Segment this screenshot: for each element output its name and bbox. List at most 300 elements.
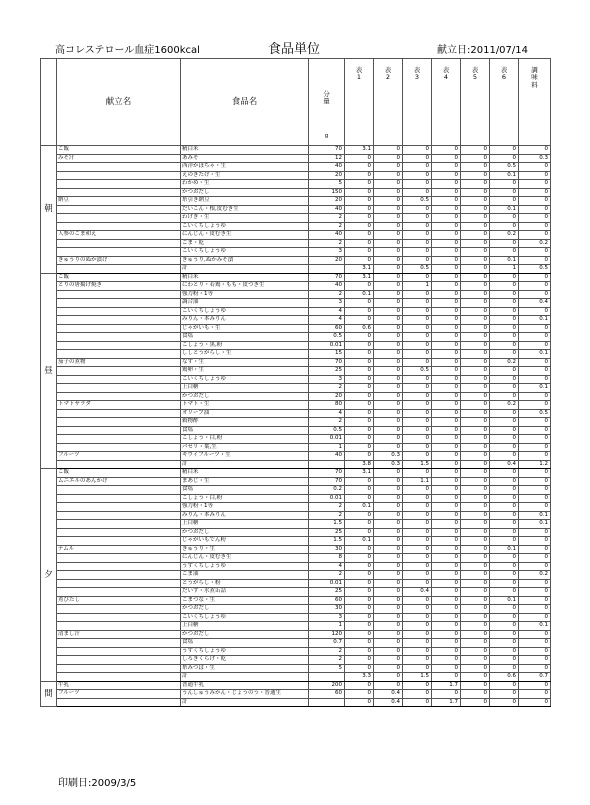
total-value-cell: 1.2 xyxy=(519,460,551,469)
unit-value-cell: 0 xyxy=(461,426,490,435)
table-row xyxy=(41,520,551,529)
unit-value-cell: 0 xyxy=(374,392,403,401)
unit-value-cell: 0 xyxy=(490,375,519,384)
unit-value-cell: 0 xyxy=(432,503,461,512)
unit-value-cell: 0 xyxy=(432,231,461,240)
unit-value-cell: 0 xyxy=(490,197,519,206)
table-row xyxy=(41,358,551,367)
unit-value-cell: 0 xyxy=(345,528,374,537)
unit-value-cell: 0 xyxy=(345,452,374,461)
unit-value-cell: 0.1 xyxy=(519,511,551,520)
unit-value-cell: 0 xyxy=(345,588,374,597)
table-row xyxy=(41,690,551,699)
table-row xyxy=(41,562,551,571)
quantity-cell: 3 xyxy=(309,299,345,308)
unit-value-cell: 0 xyxy=(374,622,403,631)
quantity-cell: 60 xyxy=(309,324,345,333)
total-value-cell: 1 xyxy=(490,265,519,274)
unit-value-cell: 0 xyxy=(461,511,490,520)
unit-value-cell: 0 xyxy=(374,154,403,163)
unit-value-cell: 0 xyxy=(432,426,461,435)
quantity-cell: 4 xyxy=(309,307,345,316)
unit-value-cell: 0 xyxy=(374,656,403,665)
quantity-cell: 0.01 xyxy=(309,341,345,350)
unit-value-cell: 0 xyxy=(345,545,374,554)
unit-value-cell: 0 xyxy=(432,205,461,214)
food-name-cell: 食塩 xyxy=(181,426,309,435)
unit-value-cell: 0 xyxy=(403,154,432,163)
unit-value-cell: 0.3 xyxy=(374,452,403,461)
table-row xyxy=(41,486,551,495)
unit-value-cell: 0 xyxy=(374,486,403,495)
menu-name-header: 献立名 xyxy=(57,59,181,146)
table-row xyxy=(41,163,551,172)
unit-value-cell: 0 xyxy=(490,486,519,495)
menu-name-cell: 茄子の煮物 xyxy=(57,358,181,367)
unit-value-cell: 0 xyxy=(345,205,374,214)
unit-value-cell: 0 xyxy=(345,154,374,163)
unit-value-cell: 0 xyxy=(461,171,490,180)
table1-header: 表 1 xyxy=(345,59,374,146)
food-name-cell: ごま・乾 xyxy=(181,239,309,248)
food-name-cell: パセリ・葉,生 xyxy=(181,443,309,452)
unit-value-cell: 0 xyxy=(461,273,490,282)
food-name-cell: 穀物酢 xyxy=(181,418,309,427)
unit-value-cell: 0.6 xyxy=(345,324,374,333)
unit-value-cell: 0.1 xyxy=(519,316,551,325)
food-name-cell: じゃがいも・生 xyxy=(181,324,309,333)
unit-value-cell: 0 xyxy=(345,571,374,580)
total-value-cell: 0.5 xyxy=(519,265,551,274)
unit-value-cell: 0 xyxy=(432,222,461,231)
menu-name-cell xyxy=(57,375,181,384)
meal-label: 間 xyxy=(41,681,57,707)
unit-value-cell: 0 xyxy=(490,248,519,257)
total-value-cell: 0 xyxy=(432,460,461,469)
unit-value-cell: 0 xyxy=(461,350,490,359)
menu-name-cell xyxy=(57,307,181,316)
unit-value-cell: 0 xyxy=(461,409,490,418)
unit-value-cell: 0 xyxy=(374,435,403,444)
table-row xyxy=(41,222,551,231)
quantity-cell: 70 xyxy=(309,146,345,155)
unit-value-cell: 0 xyxy=(374,367,403,376)
unit-value-cell: 0 xyxy=(374,503,403,512)
food-name-cell: 西洋かぼちゃ・生 xyxy=(181,163,309,172)
unit-value-cell: 0 xyxy=(374,197,403,206)
quantity-cell: 8 xyxy=(309,554,345,563)
total-value-cell: 0.3 xyxy=(374,460,403,469)
table6-header: 表 6 xyxy=(490,59,519,146)
food-name-cell: 上白糖 xyxy=(181,622,309,631)
food-name-cell: 普通牛乳 xyxy=(181,681,309,690)
table-row xyxy=(41,324,551,333)
unit-value-cell: 0 xyxy=(519,401,551,410)
table-row xyxy=(41,554,551,563)
menu-name-cell xyxy=(57,571,181,580)
unit-value-cell: 0 xyxy=(519,605,551,614)
food-name-cell: みりん・本みりん xyxy=(181,316,309,325)
unit-value-cell: 0 xyxy=(490,324,519,333)
total-value-cell: 0.5 xyxy=(403,265,432,274)
unit-value-cell: 0 xyxy=(490,316,519,325)
unit-value-cell: 0 xyxy=(374,596,403,605)
unit-value-cell: 0 xyxy=(432,418,461,427)
total-value-cell: 1.5 xyxy=(403,673,432,682)
food-name-cell: 上白糖 xyxy=(181,384,309,393)
unit-value-cell: 0 xyxy=(374,469,403,478)
unit-value-cell: 0 xyxy=(403,647,432,656)
total-value-cell: 3.3 xyxy=(345,673,374,682)
unit-value-cell: 0 xyxy=(374,426,403,435)
unit-value-cell: 0 xyxy=(374,222,403,231)
unit-value-cell: 0 xyxy=(345,477,374,486)
menu-name-cell xyxy=(57,656,181,665)
unit-value-cell: 0 xyxy=(461,588,490,597)
menu-name-cell xyxy=(57,588,181,597)
unit-value-cell: 0.1 xyxy=(490,596,519,605)
unit-value-cell: 0 xyxy=(519,596,551,605)
unit-value-cell: 0 xyxy=(461,562,490,571)
unit-value-cell: 0 xyxy=(432,579,461,588)
unit-value-cell: 0 xyxy=(403,426,432,435)
unit-value-cell: 0 xyxy=(345,163,374,172)
food-name-cell: ししとうがらし・生 xyxy=(181,350,309,359)
unit-value-cell: 0 xyxy=(403,494,432,503)
quantity-cell: 4 xyxy=(309,409,345,418)
unit-value-cell: 0.2 xyxy=(490,358,519,367)
menu-name-cell: フルーツ xyxy=(57,452,181,461)
food-name-cell: 食塩 xyxy=(181,486,309,495)
total-row xyxy=(41,673,551,682)
seasoning-header: 調 味 料 xyxy=(519,59,551,146)
table-row xyxy=(41,681,551,690)
unit-value-cell: 0 xyxy=(519,222,551,231)
unit-value-cell: 3.1 xyxy=(345,146,374,155)
unit-value-cell: 0 xyxy=(432,350,461,359)
unit-value-cell: 0 xyxy=(490,239,519,248)
unit-value-cell: 0 xyxy=(519,486,551,495)
unit-value-cell: 0 xyxy=(403,435,432,444)
unit-value-cell: 0 xyxy=(403,384,432,393)
quantity-cell: 15 xyxy=(309,350,345,359)
food-name-cell: 食塩 xyxy=(181,639,309,648)
food-name-cell: こしょう・黒,粉 xyxy=(181,341,309,350)
unit-value-cell: 0 xyxy=(345,435,374,444)
table-row xyxy=(41,290,551,299)
unit-value-cell: 0 xyxy=(374,664,403,673)
unit-value-cell: 0 xyxy=(519,214,551,223)
unit-value-cell: 0 xyxy=(461,647,490,656)
quantity-cell: 25 xyxy=(309,367,345,376)
table4-header: 表 4 xyxy=(432,59,461,146)
unit-value-cell: 0 xyxy=(374,205,403,214)
unit-value-cell: 0 xyxy=(461,579,490,588)
unit-value-cell: 0 xyxy=(519,554,551,563)
unit-value-cell: 0 xyxy=(403,605,432,614)
unit-value-cell: 0.3 xyxy=(519,154,551,163)
quantity-cell: 40 xyxy=(309,205,345,214)
unit-value-cell: 0 xyxy=(432,358,461,367)
unit-value-cell: 0 xyxy=(490,681,519,690)
menu-name-cell: 牛乳 xyxy=(57,681,181,690)
unit-value-cell: 0 xyxy=(345,197,374,206)
table-row xyxy=(41,647,551,656)
unit-value-cell: 0 xyxy=(461,571,490,580)
unit-value-cell: 0 xyxy=(403,443,432,452)
table-row xyxy=(41,418,551,427)
unit-value-cell: 0 xyxy=(432,384,461,393)
print-date: 印刷日:2009/3/5 xyxy=(58,778,137,789)
unit-value-cell: 0 xyxy=(403,350,432,359)
unit-value-cell: 0 xyxy=(374,528,403,537)
unit-value-cell: 0 xyxy=(403,205,432,214)
quantity-cell: 70 xyxy=(309,358,345,367)
unit-value-cell: 0 xyxy=(519,503,551,512)
unit-value-cell: 0 xyxy=(432,690,461,699)
unit-value-cell: 0 xyxy=(403,214,432,223)
unit-value-cell: 0 xyxy=(432,571,461,580)
unit-value-cell: 0 xyxy=(374,214,403,223)
total-value-cell: 0 xyxy=(519,698,551,707)
menu-name-cell: 清まし汁 xyxy=(57,630,181,639)
unit-value-cell: 0 xyxy=(490,690,519,699)
unit-value-cell: 0 xyxy=(374,401,403,410)
unit-value-cell: 0 xyxy=(403,613,432,622)
menu-name-cell xyxy=(57,324,181,333)
unit-value-cell: 0 xyxy=(345,622,374,631)
food-name-cell: みりん・本みりん xyxy=(181,511,309,520)
food-name-cell: わけぎ・生 xyxy=(181,214,309,223)
unit-value-cell: 0 xyxy=(374,647,403,656)
unit-value-cell: 0 xyxy=(490,664,519,673)
unit-value-cell: 0 xyxy=(519,188,551,197)
unit-value-cell: 0 xyxy=(345,656,374,665)
unit-value-cell: 0 xyxy=(345,426,374,435)
table-row xyxy=(41,205,551,214)
menu-name-cell xyxy=(57,528,181,537)
food-name-cell: 鶏卵・生 xyxy=(181,367,309,376)
total-menu-cell xyxy=(57,265,181,274)
menu-name-cell xyxy=(57,333,181,342)
unit-value-cell: 0 xyxy=(461,664,490,673)
quantity-cell: 25 xyxy=(309,528,345,537)
quantity-cell: 0.01 xyxy=(309,435,345,444)
quantity-cell: 70 xyxy=(309,273,345,282)
unit-value-cell: 0.4 xyxy=(374,690,403,699)
unit-value-cell: 0 xyxy=(490,537,519,546)
unit-value-cell: 0 xyxy=(403,171,432,180)
unit-value-cell: 0 xyxy=(490,494,519,503)
unit-value-cell: 0 xyxy=(461,418,490,427)
unit-value-cell: 0 xyxy=(519,613,551,622)
menu-name-cell xyxy=(57,647,181,656)
unit-value-cell: 0 xyxy=(432,511,461,520)
unit-value-cell: 0 xyxy=(345,554,374,563)
food-name-cell: かつおだし xyxy=(181,188,309,197)
unit-value-cell: 0 xyxy=(432,248,461,257)
quantity-cell: 80 xyxy=(309,401,345,410)
unit-value-cell: 0 xyxy=(519,664,551,673)
food-name-cell: にんじん・皮むき生 xyxy=(181,231,309,240)
food-name-cell: ごま油 xyxy=(181,571,309,580)
total-label: 計 xyxy=(181,265,309,274)
unit-value-cell: 0 xyxy=(461,537,490,546)
quantity-cell: 2 xyxy=(309,418,345,427)
unit-value-cell: 0 xyxy=(403,520,432,529)
unit-value-cell: 0 xyxy=(345,562,374,571)
unit-value-cell: 0 xyxy=(403,486,432,495)
unit-value-cell: 0 xyxy=(519,197,551,206)
unit-value-cell: 0 xyxy=(374,579,403,588)
total-quantity-cell xyxy=(309,460,345,469)
table-row xyxy=(41,299,551,308)
unit-value-cell: 0 xyxy=(345,282,374,291)
unit-value-cell: 0 xyxy=(403,656,432,665)
unit-value-cell: 0 xyxy=(432,367,461,376)
quantity-cell: 2 xyxy=(309,503,345,512)
unit-value-cell: 0 xyxy=(490,307,519,316)
unit-value-cell: 0 xyxy=(490,503,519,512)
unit-value-cell: 0 xyxy=(374,537,403,546)
unit-value-cell: 0 xyxy=(519,256,551,265)
food-unit-table xyxy=(40,58,551,707)
unit-value-cell: 0 xyxy=(461,367,490,376)
quantity-cell: 2 xyxy=(309,290,345,299)
table-row xyxy=(41,307,551,316)
unit-value-cell: 0 xyxy=(432,554,461,563)
unit-value-cell: 0 xyxy=(490,571,519,580)
table-row xyxy=(41,375,551,384)
unit-value-cell: 0 xyxy=(490,528,519,537)
unit-value-cell: 0 xyxy=(461,146,490,155)
table-row xyxy=(41,503,551,512)
food-name-cell: うすくちしょうゆ xyxy=(181,562,309,571)
unit-value-cell: 0.1 xyxy=(519,350,551,359)
food-name-cell: あみそ xyxy=(181,154,309,163)
table-row xyxy=(41,401,551,410)
unit-value-cell: 0 xyxy=(432,477,461,486)
unit-value-cell: 0 xyxy=(461,494,490,503)
unit-value-cell: 0 xyxy=(519,647,551,656)
quantity-cell: 1 xyxy=(309,443,345,452)
table-row xyxy=(41,239,551,248)
unit-value-cell: 0.5 xyxy=(490,163,519,172)
unit-value-cell: 0 xyxy=(490,418,519,427)
unit-value-cell: 0 xyxy=(432,188,461,197)
unit-value-cell: 0 xyxy=(403,545,432,554)
quantity-cell: 1.5 xyxy=(309,537,345,546)
unit-value-cell: 0 xyxy=(490,613,519,622)
unit-value-cell: 0 xyxy=(461,188,490,197)
unit-value-cell: 0 xyxy=(490,469,519,478)
report-title: 食品単位 xyxy=(268,42,321,57)
menu-name-cell xyxy=(57,664,181,673)
unit-value-cell: 0 xyxy=(403,316,432,325)
quantity-cell: 30 xyxy=(309,545,345,554)
unit-value-cell: 0 xyxy=(490,367,519,376)
unit-value-cell: 0 xyxy=(345,639,374,648)
unit-value-cell: 0 xyxy=(519,248,551,257)
unit-value-cell: 0 xyxy=(490,562,519,571)
menu-name-cell xyxy=(57,639,181,648)
quantity-cell: 3 xyxy=(309,613,345,622)
unit-value-cell: 0 xyxy=(345,248,374,257)
unit-value-cell: 0 xyxy=(519,435,551,444)
unit-value-cell: 0 xyxy=(461,375,490,384)
unit-value-cell: 0 xyxy=(374,605,403,614)
meal-label: 朝 xyxy=(41,146,57,274)
table-row xyxy=(41,588,551,597)
unit-value-cell: 0 xyxy=(374,562,403,571)
food-name-cell: わかめ・生 xyxy=(181,180,309,189)
quantity-cell: 2 xyxy=(309,511,345,520)
food-name-cell: オリーブ油 xyxy=(181,409,309,418)
unit-value-cell: 0 xyxy=(432,528,461,537)
unit-value-cell: 0 xyxy=(432,401,461,410)
unit-value-cell: 0 xyxy=(403,511,432,520)
unit-value-cell: 0 xyxy=(403,418,432,427)
unit-value-cell: 0 xyxy=(490,341,519,350)
table-row xyxy=(41,494,551,503)
unit-value-cell: 0 xyxy=(461,486,490,495)
food-name-cell: にわとり・若鶏・もも・皮つき生 xyxy=(181,282,309,291)
unit-value-cell: 0.1 xyxy=(345,537,374,546)
unit-value-cell: 0 xyxy=(519,494,551,503)
total-label: 計 xyxy=(181,460,309,469)
unit-value-cell: 0 xyxy=(461,333,490,342)
total-value-cell: 0 xyxy=(374,673,403,682)
table-row xyxy=(41,452,551,461)
quantity-cell: 2 xyxy=(309,222,345,231)
unit-value-cell: 0 xyxy=(432,656,461,665)
total-value-cell: 0 xyxy=(490,698,519,707)
unit-value-cell: 0.2 xyxy=(519,571,551,580)
table-row xyxy=(41,384,551,393)
unit-value-cell: 0 xyxy=(519,273,551,282)
unit-value-cell: 0 xyxy=(432,163,461,172)
unit-value-cell: 0 xyxy=(432,520,461,529)
menu-name-cell: ご飯 xyxy=(57,146,181,155)
unit-value-cell: 0 xyxy=(432,588,461,597)
unit-value-cell: 0 xyxy=(519,290,551,299)
food-name-cell: 精白米 xyxy=(181,146,309,155)
unit-value-cell: 0 xyxy=(403,562,432,571)
total-menu-cell xyxy=(57,698,181,707)
menu-name-cell xyxy=(57,350,181,359)
unit-value-cell: 0 xyxy=(374,188,403,197)
menu-name-cell xyxy=(57,163,181,172)
unit-value-cell: 0 xyxy=(403,392,432,401)
table-row xyxy=(41,392,551,401)
unit-value-cell: 0 xyxy=(519,630,551,639)
unit-value-cell: 0 xyxy=(519,418,551,427)
unit-value-cell: 0 xyxy=(461,282,490,291)
unit-value-cell: 0 xyxy=(490,647,519,656)
unit-value-cell: 0 xyxy=(374,630,403,639)
unit-value-cell: 0 xyxy=(374,613,403,622)
unit-value-cell: 0 xyxy=(432,154,461,163)
quantity-cell: 25 xyxy=(309,588,345,597)
quantity-cell: 20 xyxy=(309,197,345,206)
unit-value-cell: 0 xyxy=(519,375,551,384)
unit-value-cell: 0 xyxy=(461,205,490,214)
unit-value-cell: 0 xyxy=(374,443,403,452)
table-row xyxy=(41,197,551,206)
total-value-cell: 0.4 xyxy=(374,698,403,707)
unit-value-cell: 0 xyxy=(519,341,551,350)
unit-value-cell: 0.1 xyxy=(519,622,551,631)
